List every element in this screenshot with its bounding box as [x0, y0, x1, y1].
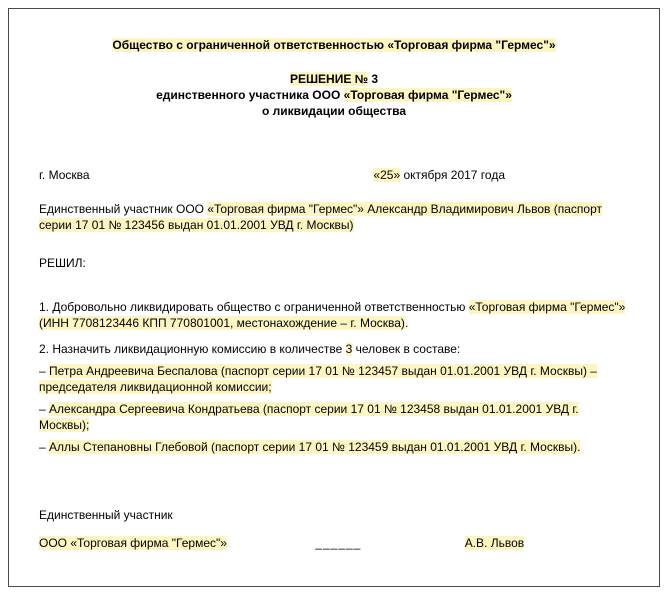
highlighted-text: РЕШЕНИЕ № — [289, 72, 369, 86]
preamble-paragraph — [39, 201, 629, 233]
plain-text: 1. Добровольно ликвидировать общество с ограниченной ответственностью — [39, 300, 469, 314]
plain-text: – — [39, 364, 50, 378]
resolution-item-1 — [39, 299, 629, 331]
document-border-frame — [8, 8, 660, 587]
plain-text: 3 — [368, 72, 379, 86]
highlighted-text: 3 — [345, 342, 353, 356]
city-date-row — [39, 167, 629, 183]
highlighted-text: ООО «Торговая фирма "Гермес"» — [39, 536, 227, 550]
plain-text: – — [39, 402, 50, 416]
document-subject — [39, 103, 629, 119]
plain-text: октября 2017 года — [400, 168, 505, 182]
plain-text: . — [404, 316, 409, 330]
plain-text: – — [39, 440, 50, 454]
plain-text: человек в составе: — [352, 342, 461, 356]
signature-row — [39, 535, 629, 551]
plain-text: единственного участника ООО — [156, 88, 344, 102]
highlighted-text: «25» — [373, 168, 401, 182]
date-label — [373, 167, 505, 183]
plain-text: о ликвидации общества — [261, 104, 406, 118]
resolved-label: РЕШИЛ: — [39, 256, 86, 270]
highlighted-text: А.В. Львов — [464, 536, 525, 550]
commission-member-3 — [39, 439, 629, 455]
highlighted-text: Петра Андреевича Беспалова (паспорт серии 17 01 № 123457 выдан 01.01.2001 УВД г. Москвы) – председателя ликвидационной комиссии; — [39, 364, 597, 394]
highlighted-text: Александра Сергеевича Кондратьева (паспорт серии 17 01 № 123458 выдан 01.01.2001 УВД г. Москвы); — [39, 402, 579, 432]
document-subtitle — [39, 87, 629, 103]
highlighted-text: «Торговая фирма "Гермес"» — [343, 88, 512, 102]
highlighted-text: Аллы Степановны Глебовой (паспорт серии 17 01 № 123459 выдан 01.01.2001 УВД г. Москвы). — [49, 440, 581, 454]
city-label: г. Москва — [39, 168, 90, 182]
plain-text: Единственный участник ООО — [39, 202, 208, 216]
signature-name — [465, 535, 524, 551]
highlighted-text: «Торговая фирма "Гермес"» Александр Владимирович Львов (паспорт серии 17 01 № 123456 выдан 01.01.2001 УВД г. Москвы) — [39, 202, 603, 232]
signature-line: ______ — [315, 536, 362, 550]
company-name-line — [39, 37, 629, 53]
highlighted-text: Общество с ограниченной ответственностью «Торговая фирма "Гермес"» — [112, 38, 556, 52]
highlighted-text: «Торговая фирма "Гермес"» (ИНН 7708123446 КПП 770801001, местонахождение – г. Москва) — [39, 300, 626, 330]
commission-member-1 — [39, 363, 629, 395]
signature-role-label: Единственный участник — [39, 508, 173, 522]
plain-text: 2. Назначить ликвидационную комиссию в количестве — [39, 342, 346, 356]
resolution-item-2 — [39, 341, 629, 357]
document-title — [39, 71, 629, 87]
signature-company — [39, 536, 227, 550]
commission-member-2 — [39, 401, 629, 433]
